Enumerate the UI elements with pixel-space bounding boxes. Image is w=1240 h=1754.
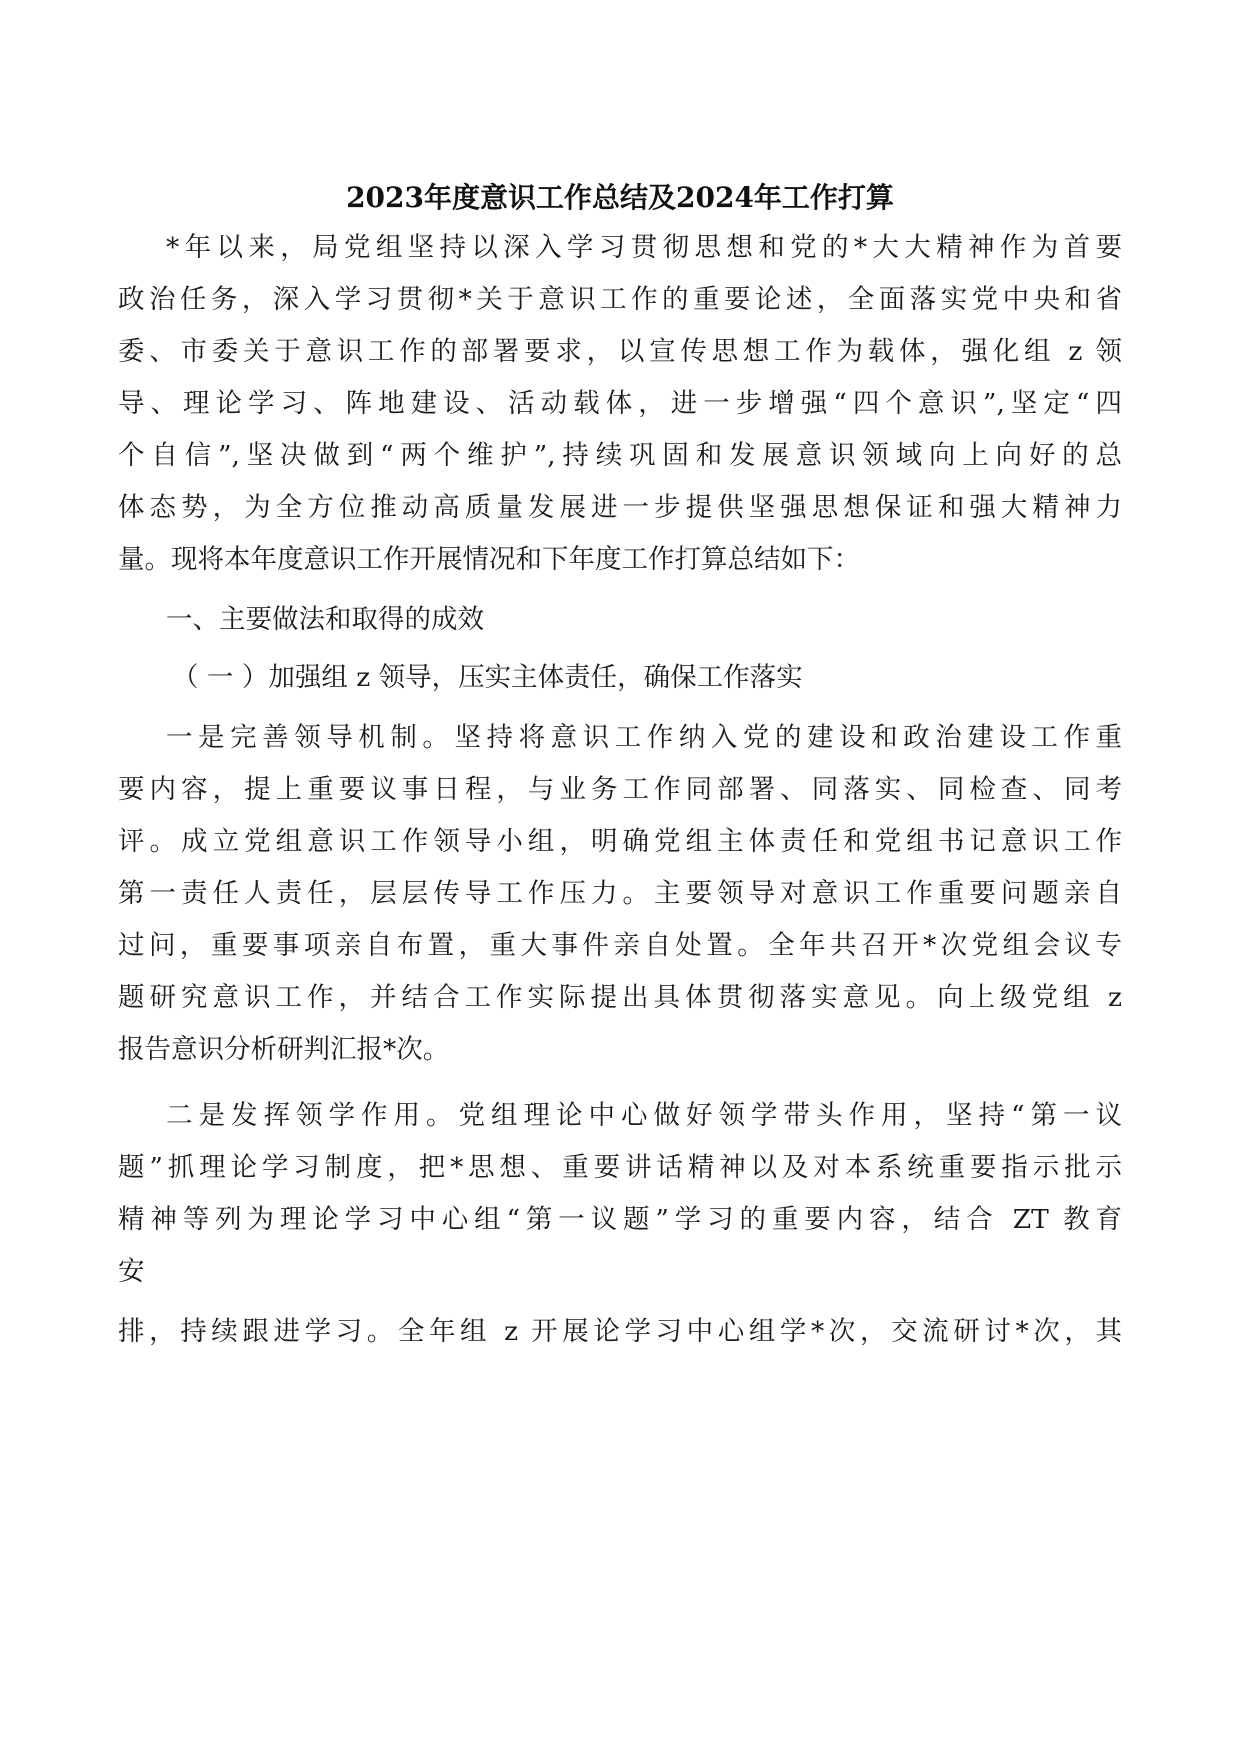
paragraph-line: 个自信”,坚决做到“两个维护”,持续巩固和发展意识领域向上向好的总 [118, 440, 1122, 471]
paragraph-line: 一是完善领导机制。坚持将意识工作纳入党的建设和政治建设工作重 [166, 722, 1122, 753]
paragraph-line: 第一责任人责任，层层传导工作压力。主要领导对意识工作重要问题亲自 [118, 878, 1122, 909]
paragraph-line: 精神等列为理论学习中心组“第一议题”学习的重要内容，结合 ZT 教育 [118, 1204, 1122, 1235]
paragraph-line: 过问，重要事项亲自布置，重大事件亲自处置。全年共召开*次党组会议专 [118, 930, 1122, 961]
paragraph-line: 量。现将本年度意识工作开展情况和下年度工作打算总结如下： [118, 544, 860, 575]
paragraph-line: 题研究意识工作，并结合工作实际提出具体贯彻落实意见。向上级党组 z [118, 982, 1122, 1013]
paragraph-line: 评。成立党组意识工作领导小组，明确党组主体责任和党组书记意识工作 [118, 826, 1122, 857]
paragraph-line: 报告意识分析研判汇报*次。 [118, 1034, 450, 1065]
document-title: 2023年度意识工作总结及2024年工作打算 [346, 181, 894, 214]
paragraph-line: 安 [118, 1256, 145, 1287]
paragraph-line: 排，持续跟进学习。全年组 z 开展论学习中心组学*次，交流研讨*次，其 [118, 1316, 1122, 1347]
paragraph-line: 导、理论学习、阵地建设、活动载体，进一步增强“四个意识”,坚定“四 [118, 388, 1122, 419]
subsection-heading: （ 一 ）加强组 z 领导，压实主体责任，确保工作落实 [172, 662, 803, 693]
paragraph-line: 体态势，为全方位推动高质量发展进一步提供坚强思想保证和强大精神力 [118, 492, 1122, 523]
paragraph-line: 政治任务，深入学习贯彻*关于意识工作的重要论述，全面落实党中央和省 [118, 284, 1122, 315]
paragraph-line: 委、市委关于意识工作的部署要求，以宣传思想工作为载体，强化组 z 领 [118, 336, 1122, 367]
paragraph-line: 二是发挥领学作用。党组理论中心做好领学带头作用，坚持“第一议 [166, 1100, 1122, 1131]
paragraph-line: 要内容，提上重要议事日程，与业务工作同部署、同落实、同检查、同考 [118, 774, 1122, 805]
paragraph-line: 题”抓理论学习制度，把*思想、重要讲话精神以及对本系统重要指示批示 [118, 1152, 1122, 1183]
paragraph-line: *年以来，局党组坚持以深入学习贯彻思想和党的*大大精神作为首要 [166, 232, 1122, 263]
section-heading: 一、主要做法和取得的成效 [166, 604, 484, 635]
